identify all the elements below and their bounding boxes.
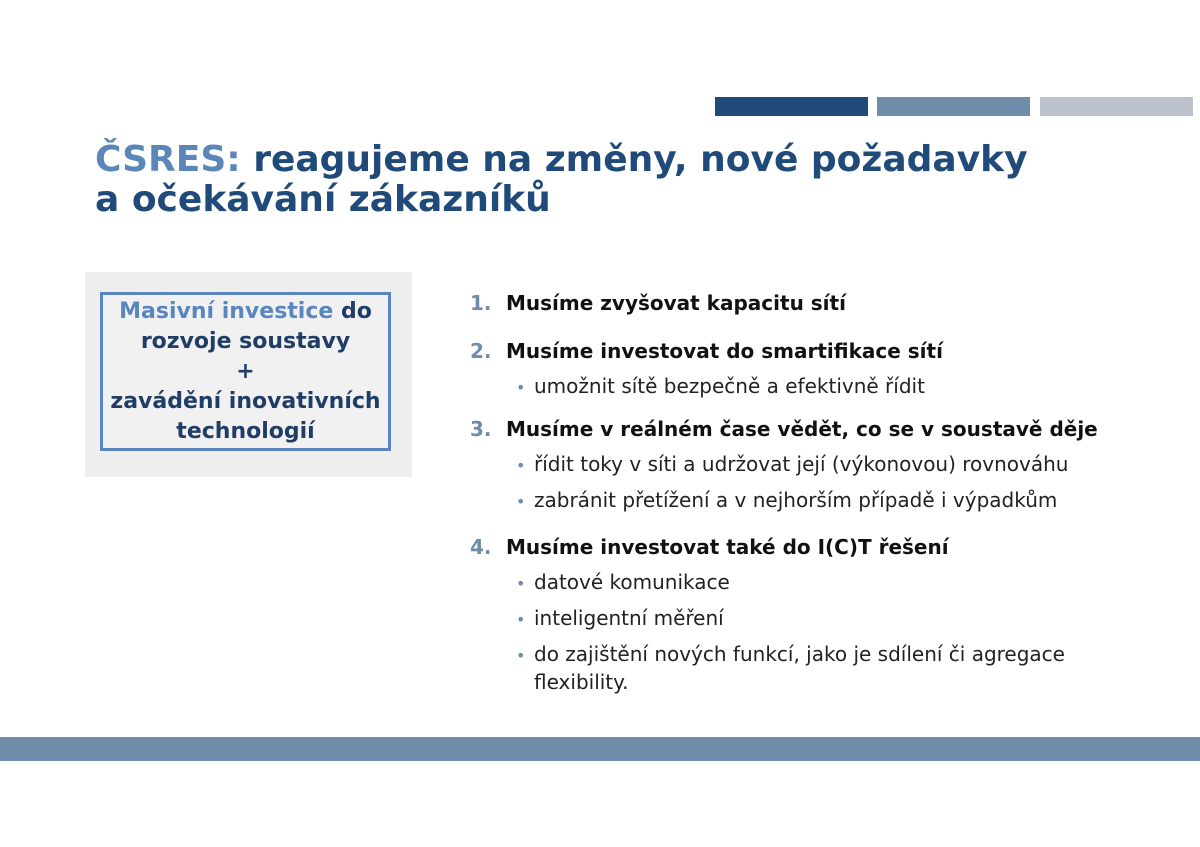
decor-bar-mid	[877, 97, 1030, 116]
bullet-icon: •	[516, 610, 526, 629]
list-item-text: Musíme investovat do smartifikace sítí	[506, 339, 943, 363]
slide-title	[95, 140, 1095, 220]
panel-highlight: Masivní investice	[119, 298, 334, 324]
list-item-number: 4.	[470, 535, 492, 559]
sub-bullet-text: řídit toky v síti a udržovat její (výkonovou) rovnováhu	[534, 452, 1069, 476]
sub-bullet-item	[516, 604, 1150, 634]
sub-bullet-text: umožnit sítě bezpečně a efektivně řídit	[534, 374, 925, 398]
title-line2: a očekávání zákazníků	[95, 179, 551, 220]
list-item	[470, 414, 1150, 516]
sub-bullet-text: inteligentní měření	[534, 606, 724, 630]
list-item-text: Musíme investovat také do I(C)T řešení	[506, 535, 949, 559]
highlight-panel	[85, 272, 412, 477]
list-item-heading	[470, 532, 1150, 562]
list-item-text: Musíme v reálném čase vědět, co se v soustavě děje	[506, 417, 1098, 441]
sub-bullet-item	[516, 450, 1150, 480]
title-line1: reagujeme na změny, nové požadavky	[240, 139, 1028, 180]
list-item	[470, 336, 1150, 402]
list-item	[470, 288, 1150, 318]
bullet-icon: •	[516, 456, 526, 475]
decor-bar-light	[1040, 97, 1193, 116]
sub-bullet-text: zabránit přetížení a v nejhorším případě i výpadkům	[534, 488, 1058, 512]
bullet-icon: •	[516, 574, 526, 593]
list-item-number: 1.	[470, 291, 492, 315]
bullet-icon: •	[516, 378, 526, 397]
list-item-number: 3.	[470, 417, 492, 441]
sub-bullet-item	[516, 372, 1150, 402]
list-item	[470, 532, 1150, 696]
list-item-heading	[470, 414, 1150, 444]
sub-bullet-item	[516, 640, 1150, 696]
sub-bullet-item	[516, 568, 1150, 598]
title-accent: ČSRES:	[95, 139, 241, 180]
footer-bar	[0, 737, 1200, 761]
bullet-icon: •	[516, 646, 526, 665]
list-item-text: Musíme zvyšovat kapacitu sítí	[506, 291, 846, 315]
panel-plus: +	[236, 358, 255, 384]
sub-bullet-text: datové komunikace	[534, 570, 730, 594]
list-item-heading	[470, 288, 1150, 318]
panel-line1-rest: do	[333, 298, 372, 324]
highlight-box	[100, 292, 391, 451]
decor-bar-dark	[715, 97, 868, 116]
panel-line-5: technologií	[176, 418, 315, 444]
bullet-icon: •	[516, 492, 526, 511]
list-item-number: 2.	[470, 339, 492, 363]
panel-line-4: zavádění inovativních	[110, 388, 381, 414]
panel-line-1	[119, 297, 372, 327]
sub-bullet-item	[516, 486, 1150, 516]
panel-line-2: rozvoje soustavy	[140, 328, 351, 354]
list-item-heading	[470, 336, 1150, 366]
sub-bullet-text: do zajištění nových funkcí, jako je sdílení či agregace flexibility.	[534, 642, 1065, 694]
numbered-list	[470, 288, 1150, 696]
